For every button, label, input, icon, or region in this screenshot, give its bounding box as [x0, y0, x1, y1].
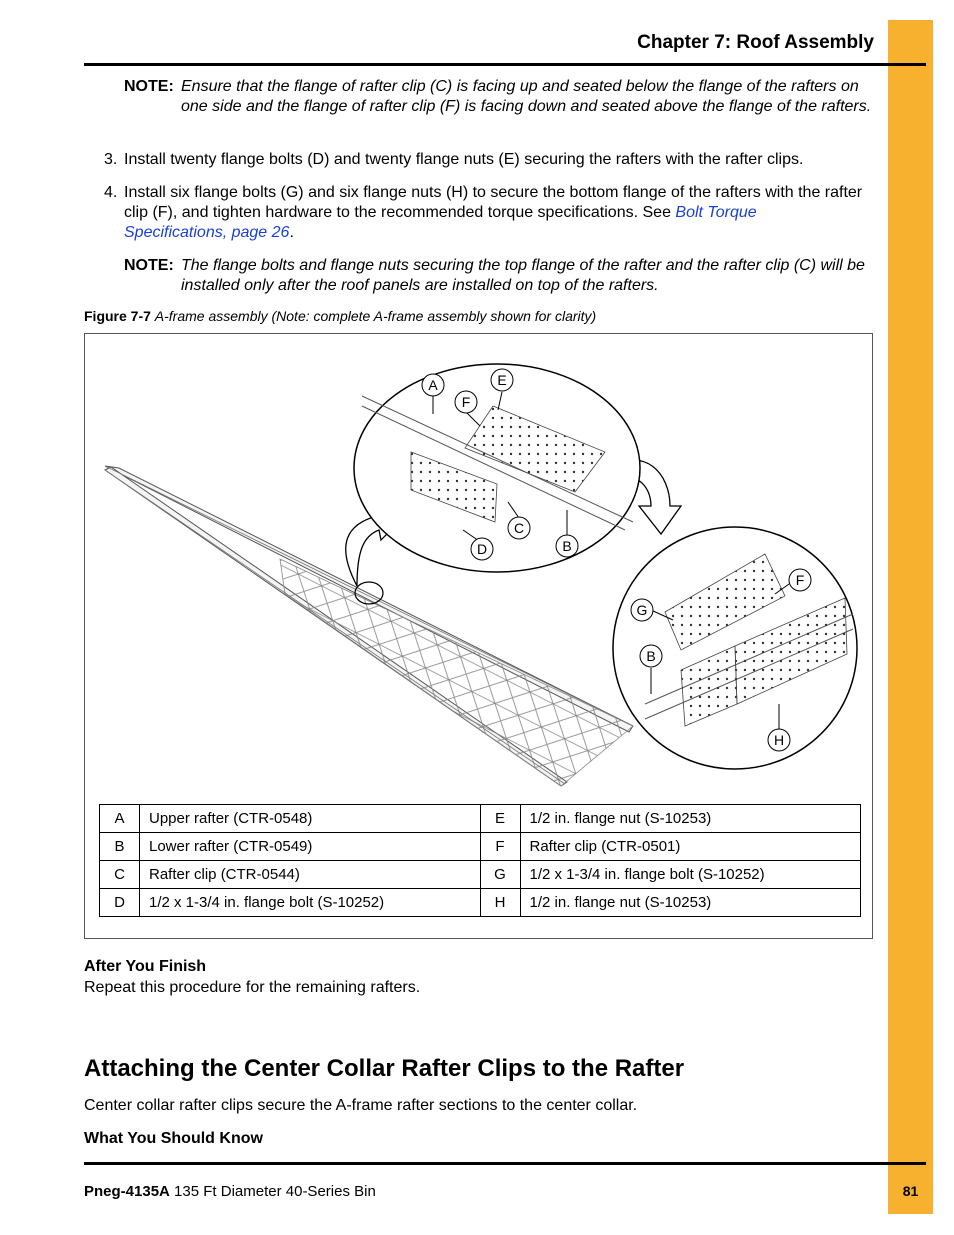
a-frame-illustration [85, 334, 874, 804]
part-key: C [100, 861, 140, 889]
callout-b-detail: B [646, 648, 656, 664]
after-you-finish-heading: After You Finish [84, 958, 207, 975]
detail-bottom [613, 527, 857, 769]
callout-f-detail: F [795, 572, 805, 588]
step-text [124, 183, 864, 243]
chapter-title: Chapter 7: Roof Assembly [637, 32, 874, 53]
step-number: 4. [104, 184, 118, 201]
note-flange-orientation [124, 77, 876, 117]
part-description: Rafter clip (CTR-0501) [520, 833, 861, 861]
callout-a: A [428, 377, 438, 393]
part-description: Lower rafter (CTR-0549) [140, 833, 481, 861]
page-number: 81 [902, 1183, 919, 1199]
note-text: Ensure that the flange of rafter clip (C) is facing up and seated below the flange of the rafters on one side and the flange of rafter clip (F) is facing down and seated above the flange of the rafters. [181, 78, 872, 115]
header-rule [84, 63, 926, 66]
footer-doc-info [84, 1183, 376, 1200]
what-you-should-know-heading: What You Should Know [84, 1130, 263, 1147]
callout-f: F [461, 394, 471, 410]
bolt-torque-link[interactable]: Bolt Torque Specifications, page 26 [124, 204, 757, 241]
after-you-finish-text: Repeat this procedure for the remaining rafters. [84, 979, 421, 996]
part-key: H [480, 889, 520, 917]
chapter-side-tab [888, 20, 933, 1214]
part-description: Upper rafter (CTR-0548) [140, 805, 481, 833]
callout-g: G [636, 602, 648, 618]
part-description: Rafter clip (CTR-0544) [140, 861, 481, 889]
callout-c: C [513, 520, 525, 536]
part-description: 1/2 in. flange nut (S-10253) [520, 889, 861, 917]
table-row [100, 889, 861, 917]
part-key: D [100, 889, 140, 917]
note-text: The flange bolts and flange nuts securing the top flange of the rafter and the rafter clip (C) will be installed only after the roof panels are installed on top of the rafters. [181, 257, 865, 294]
step-text-tail: . [289, 224, 294, 241]
section-intro: Center collar rafter clips secure the A-frame rafter sections to the center collar. [84, 1097, 638, 1114]
footer-doc-number: Pneg-4135A [84, 1183, 170, 1200]
parts-table [99, 804, 861, 917]
figure-caption [84, 308, 596, 324]
table-row [100, 833, 861, 861]
table-row [100, 805, 861, 833]
part-key: E [480, 805, 520, 833]
callout-b: B [562, 538, 572, 554]
figure-label: Figure 7-7 [84, 308, 151, 324]
section-heading: Attaching the Center Collar Rafter Clips to the Rafter [84, 1055, 685, 1082]
detail-top [354, 364, 640, 572]
part-description: 1/2 in. flange nut (S-10253) [520, 805, 861, 833]
table-row [100, 861, 861, 889]
note-label: NOTE: [124, 78, 174, 95]
part-key: F [480, 833, 520, 861]
part-key: B [100, 833, 140, 861]
step-3 [104, 150, 864, 170]
step-text-main: Install six flange bolts (G) and six flange nuts (H) to secure the bottom flange of the rafters with the rafter clip (F), and tighten hardware to the recommended torque specifications. See [124, 184, 863, 221]
figure-box [84, 333, 873, 939]
callout-e: E [497, 372, 507, 388]
step-text: Install twenty flange bolts (D) and twenty flange nuts (E) securing the rafters with the rafter clips. [124, 151, 804, 168]
step-4 [104, 183, 864, 243]
part-description: 1/2 x 1-3/4 in. flange bolt (S-10252) [520, 861, 861, 889]
part-description: 1/2 x 1-3/4 in. flange bolt (S-10252) [140, 889, 481, 917]
part-key: A [100, 805, 140, 833]
callout-h: H [773, 732, 785, 748]
callout-d: D [476, 541, 488, 557]
note-top-flange [124, 256, 876, 296]
figure-description: A-frame assembly (Note: complete A-frame assembly shown for clarity) [154, 308, 597, 324]
footer-rule [84, 1162, 926, 1165]
part-key: G [480, 861, 520, 889]
note-label: NOTE: [124, 257, 174, 274]
step-number: 3. [104, 151, 118, 168]
footer-doc-title: 135 Ft Diameter 40-Series Bin [174, 1183, 376, 1200]
